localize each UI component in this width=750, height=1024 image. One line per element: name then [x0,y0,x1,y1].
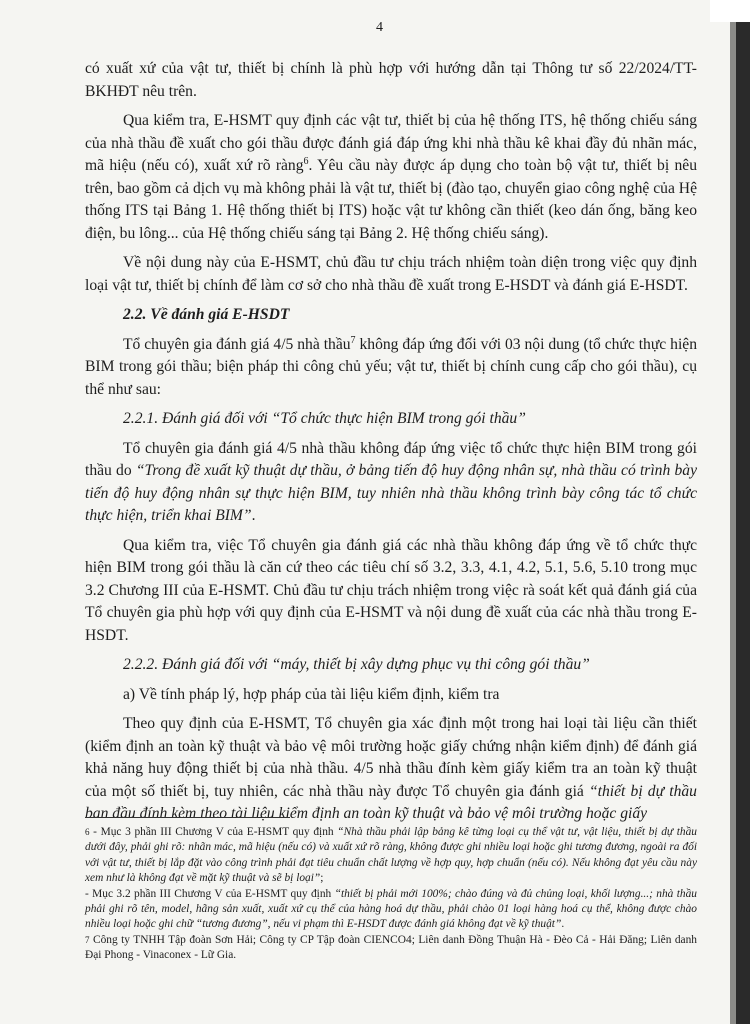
paragraph-2 [85,110,697,245]
paragraph-7-part-a: Theo quy định của E-HSMT, Tổ chuyên gia xác định một trong hai loại tài liệu cần thiết (kiểm định an toàn kỹ thuật và bảo vệ môi trường hoặc giấy chứng nhận kiểm định) để đánh giá khả năng huy động thiết bị của nhà thầu. 4/5 nhà thầu đính kèm giấy kiểm tra an toàn kỹ thuật của một số thiết bị, tuy nhiên, các nhà thầu này được Tổ chuyên gia đánh giá [85,715,697,800]
footnote-6-part-a-end: ; [320,872,324,885]
footnote-ref-6[interactable]: 6 [303,155,309,167]
footnote-6-continued [85,887,697,933]
paragraph-3: Về nội dung này của E-HSMT, chủ đầu tư chịu trách nhiệm toàn diện trong việc quy định loại vật tư, thiết bị chính để làm cơ sở cho nhà thầu đề xuất trong E-HSDT và đánh giá E-HSDT. [85,254,697,294]
paragraph-4-part-a: Tổ chuyên gia đánh giá 4/5 nhà thầu [123,335,351,353]
footnote-7 [85,933,697,964]
footnote-7-text: Công ty TNHH Tập đoàn Sơn Hải; Công ty CP Tập đoàn CIENCO4; Liên danh Đồng Thuận Hà - Đèo Cả - Hải Đăng; Liên danh Đại Phong - Vinaconex - Lữ Gia. [85,933,697,962]
paragraph-4-part-b: không đáp ứng đối với 03 nội dung (tổ chức thực hiện BIM trong gói thầu; biện pháp thi công chủ yếu; vật tư, thiết bị chính cung cấp cho gói thầu), cụ thể như sau: [85,335,697,398]
scan-edge-shadow [736,0,750,1024]
paragraph-1: có xuất xứ của vật tư, thiết bị chính là phù hợp với hướng dẫn tại Thông tư số 22/2024/TT-BKHĐT nêu trên. [85,60,697,100]
footnote-6-number: 6 [85,827,90,837]
paragraph-7-quote: “thiết bị dự thầu ban đầu đính kèm theo tài liệu kiểm định an toàn kỹ thuật và bảo vệ môi trường hoặc giấy [85,782,697,822]
paragraph-7 [85,713,697,826]
footnote-6-part-b: - Mục 3.2 phần III Chương V của E-HSMT quy định [85,887,335,900]
scan-edge-band [730,0,736,1024]
paragraph-5-quote: “Trong đề xuất kỹ thuật dự thầu, ở bảng tiến độ huy động nhân sự, nhà thầu có trình bày tiến độ huy động nhân sự thực hiện BIM, tuy nhiên nhà thầu không trình bày công tác tổ chức thực hiện, triển khai BIM” [85,462,697,524]
paragraph-2-part-b: . Yêu cầu này được áp dụng cho toàn bộ vật tư, thiết bị nêu trên, bao gồm cả dịch vụ mà không phải là vật tư, thiết bị (đào tạo, chuyển giao công nghệ của Hệ thống ITS tại Bảng 1. Hệ thống thiết bị ITS) hoặc vật tư không cần thiết (keo dán ống, băng keo điện, bu lông... của Hệ thống chiếu sáng tại Bảng 2. Hệ thống chiếu sáng). [85,157,697,242]
footnote-7-number: 7 [85,934,90,945]
page-number: 4 [376,20,383,35]
footnote-6-quote-b: “thiết bị phải mới 100%; chào đúng và đủ chủng loại, khối lượng...; nhà thầu phải ghi rõ tên, model, hãng sản xuất, xuất xứ cụ thể của hàng hoá dự thầu, phải chào 01 loại hàng hoá cụ thể, không được chào nhiều loại hoặc ghi chữ “tương đương”, nếu vi phạm thì E-HSDT được đánh giá không đạt về kỹ thuật” [85,887,697,931]
scan-corner [710,0,750,22]
section-heading-2-2-2: 2.2.2. Đánh giá đối với “máy, thiết bị xây dựng phục vụ thi công gói thầu” [123,656,590,673]
paragraph-5-part-a: Tổ chuyên gia đánh giá 4/5 nhà thầu không đáp ứng việc tổ chức thực hiện BIM trong gói thầu do [85,439,697,479]
subheading-a: a) Về tính pháp lý, hợp pháp của tài liệu kiểm định, kiểm tra [123,685,500,703]
footnote-6 [85,825,697,887]
footnote-6-quote-a: “Nhà thầu phải lập bảng kê từng loại cụ thể vật tư, vật liệu, thiết bị dự thầu dưới đây, phải ghi rõ: nhãn mác, mã hiệu (nếu có) và xuất xứ rõ ràng, không được ghi nhiều loại hoặc ghi tương đương, ngoài ra đối với vật tư, thiết bị lắp đặt vào công trình phải đạt tiêu chuẩn chất lượng về hợp quy, hợp chuẩn (nếu có). Nếu không đạt yêu cầu này xem như là không đạt về mặt kỹ thuật và sẽ bị loại” [85,826,698,885]
section-heading-2-2: 2.2. Về đánh giá E-HSDT [123,306,290,323]
paragraph-4 [85,334,697,402]
section-heading-2-2-1: 2.2.1. Đánh giá đối với “Tổ chức thực hiện BIM trong gói thầu” [123,410,526,427]
paragraph-5 [85,438,697,528]
footnotes [85,825,697,964]
footnote-6-part-a: - Mục 3 phần III Chương V của E-HSMT quy định [89,826,338,838]
paragraph-5-part-b: . [251,507,256,524]
paragraph-2-part-a: Qua kiểm tra, E-HSMT quy định các vật tư, thiết bị của hệ thống ITS, hệ thống chiếu sáng của nhà thầu đề xuất cho gói thầu được đánh giá đáp ứng khi nhà thầu kê khai đầy đủ nhãn mác, mã hiệu (nếu có), xuất xứ rõ ràng [85,112,697,174]
footnote-separator [85,817,290,818]
paragraph-6: Qua kiểm tra, việc Tổ chuyên gia đánh giá các nhà thầu không đáp ứng về tổ chức thực hiện BIM trong gói thầu là căn cứ theo các tiêu chí số 3.2, 3.3, 4.1, 4.2, 5.1, 5.6, 5.10 trong mục 3.2 Chương III của E-HSMT. Chủ đầu tư chịu trách nhiệm trong việc rà soát kết quả đánh giá của Tổ chuyên gia phù hợp với quy định của E-HSMT và nội dung đề xuất của các nhà thầu trong E-HSDT. [85,536,697,644]
footnote-6-part-b-end: . [561,918,565,931]
footnote-ref-7[interactable]: 7 [350,334,356,346]
body-text [85,58,697,826]
